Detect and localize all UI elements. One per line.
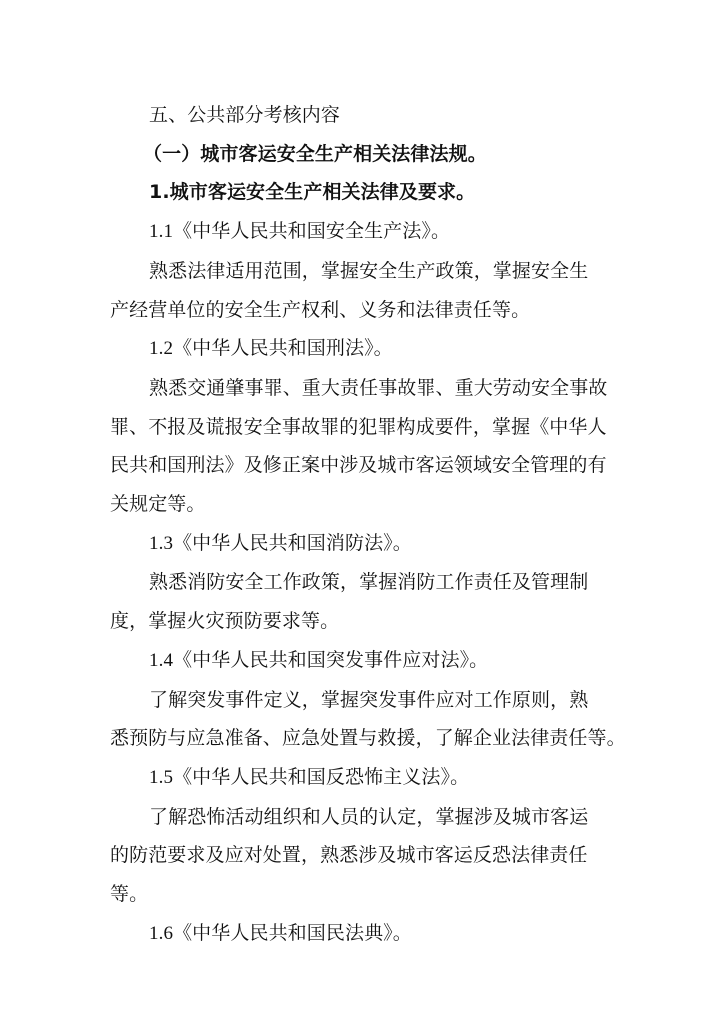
law-title-1-6 [110,914,620,954]
law-name: 《中华人民共和国安全生产法》。 [173,220,451,243]
body-line: 民共和国刑法》及修正案中涉及城市客运领域安全管理的有 [110,454,607,477]
document-body [110,96,626,953]
body-line: 悉预防与应急准备、应急处置与救援，了解企业法律责任等。 [110,727,626,750]
body-line: 了解突发事件定义，掌握突发事件应对工作原则，熟 [149,688,589,711]
law-title-1-2 [110,329,620,369]
body-line: 度，掌握火灾预防要求等。 [110,610,340,633]
body-line: 罪、不报及谎报安全事故罪的犯罪构成要件，掌握《中华人 [110,415,607,438]
law-title-1-4 [110,641,620,681]
law-title-1-3 [110,524,620,564]
law-number: 1.1 [149,221,174,243]
law-title-1-1 [110,212,620,252]
law-number: 1.6 [149,922,174,944]
law-name: 《中华人民共和国民法典》。 [173,921,412,944]
body-line: 等。 [110,883,149,906]
body-line: 的防范要求及应对处置，熟悉涉及城市客运反恐法律责任 [110,844,588,867]
body-line: 了解恐怖活动组织和人员的认定，掌握涉及城市客运 [149,805,589,828]
body-line: 熟悉消防安全工作政策，掌握消防工作责任及管理制 [149,571,589,594]
section-heading: 五、公共部分考核内容 [149,104,341,126]
law-number: 1.4 [149,649,174,671]
body-line: 产经营单位的安全生产权利、义务和法律责任等。 [110,298,531,321]
law-title-1-5 [110,758,620,798]
law-name: 《中华人民共和国突发事件应对法》。 [173,648,489,671]
law-name: 《中华人民共和国刑法》。 [173,337,393,360]
law-number: 1.5 [149,766,174,788]
body-line: 熟悉法律适用范围，掌握安全生产政策，掌握安全生 [149,259,589,282]
law-name: 《中华人民共和国反恐怖主义法》。 [173,765,470,788]
body-line: 关规定等。 [110,493,206,516]
topic-heading: 1.城市客运安全生产相关法律及要求。 [149,181,476,204]
subsection-heading: （一）城市客运安全生产相关法律法规。 [143,142,487,165]
law-name: 《中华人民共和国消防法》。 [173,531,412,554]
law-number: 1.3 [149,532,174,554]
body-line: 熟悉交通肇事罪、重大责任事故罪、重大劳动安全事故 [149,376,608,399]
law-number: 1.2 [149,338,174,360]
